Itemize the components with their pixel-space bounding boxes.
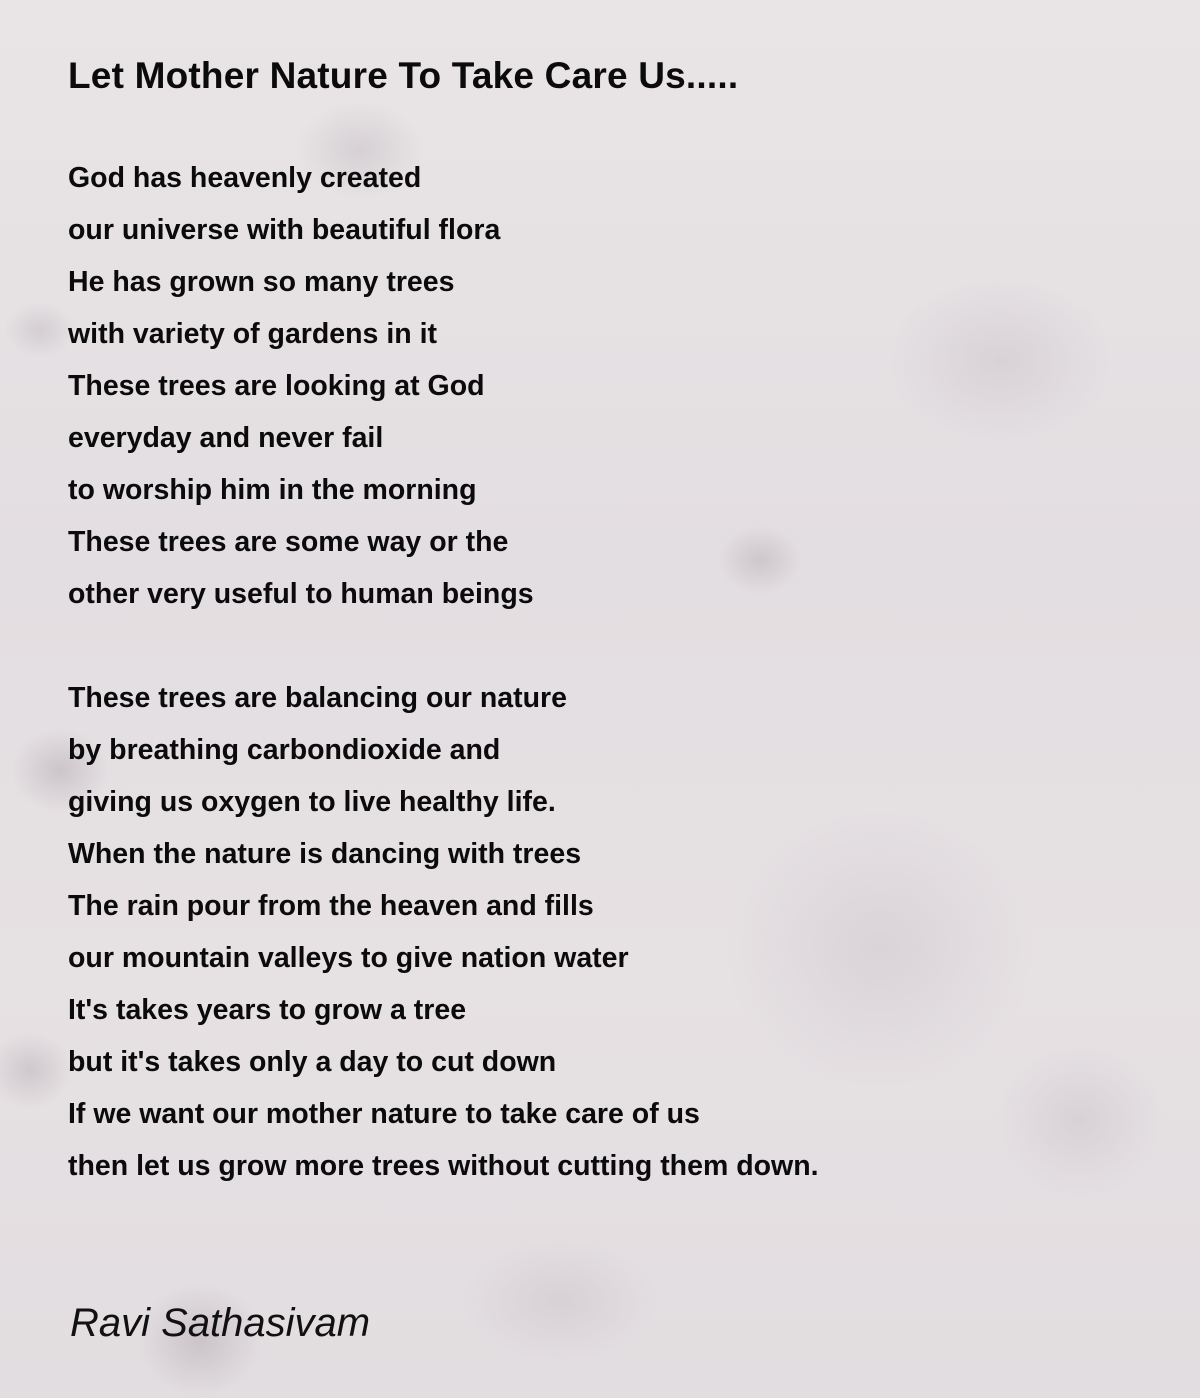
poem-line: everyday and never fail xyxy=(68,422,384,454)
poem-line: then let us grow more trees without cutting them down. xyxy=(68,1150,819,1182)
poem-line: These trees are balancing our nature xyxy=(68,682,567,714)
poem-line: but it's takes only a day to cut down xyxy=(68,1046,557,1078)
poem-line: our universe with beautiful flora xyxy=(68,214,501,246)
poem-line: When the nature is dancing with trees xyxy=(68,838,582,870)
poem-line: with variety of gardens in it xyxy=(68,318,437,350)
poem-container xyxy=(68,50,1168,1182)
poem-line: He has grown so many trees xyxy=(68,266,455,298)
poem-line: It's takes years to grow a tree xyxy=(68,994,467,1026)
poem-author: Ravi Sathasivam xyxy=(70,1301,371,1345)
stanza-1 xyxy=(68,152,819,620)
poem-line: by breathing carbondioxide and xyxy=(68,734,501,766)
poem-line: These trees are some way or the xyxy=(68,526,509,558)
poem-line: to worship him in the morning xyxy=(68,474,477,506)
poem-line: God has heavenly created xyxy=(68,162,422,194)
poem-line: other very useful to human beings xyxy=(68,578,534,610)
stanza-2 xyxy=(68,672,819,1192)
poem-line: our mountain valleys to give nation water xyxy=(68,942,629,974)
poem-line: These trees are looking at God xyxy=(68,370,485,402)
poem-line: The rain pour from the heaven and fills xyxy=(68,890,594,922)
poem-title: Let Mother Nature To Take Care Us..... xyxy=(68,55,739,96)
poem-line: If we want our mother nature to take care of us xyxy=(68,1098,700,1130)
poem-body xyxy=(68,152,819,1244)
poem-line: giving us oxygen to live healthy life. xyxy=(68,786,556,818)
